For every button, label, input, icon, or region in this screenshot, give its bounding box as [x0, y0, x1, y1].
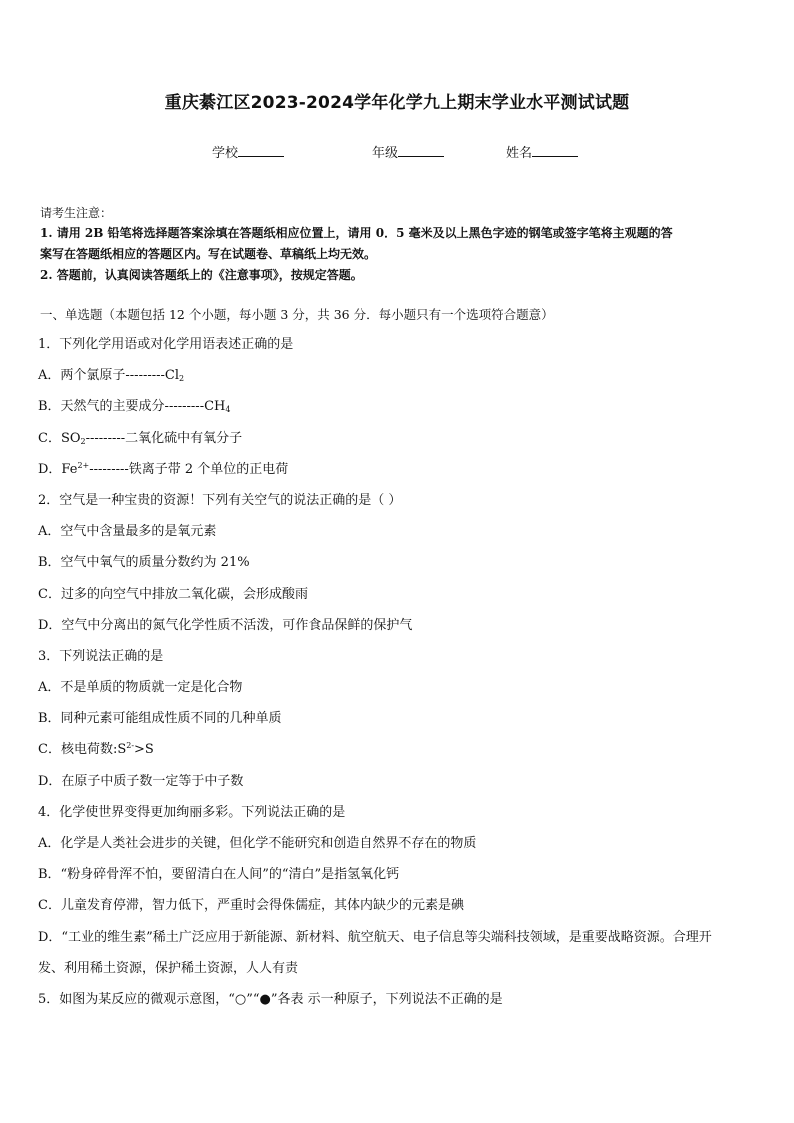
question-4-option-d-line-1: D．“工业的维生素”稀土广泛应用于新能源、新材料、航空航天、电子信息等尖端科技领域，是重要战略资源。合理开 — [38, 930, 712, 945]
question-5-stem: 5．如图为某反应的微观示意图，“○”“●”各表 示一种原子，下列说法不正确的是 — [38, 992, 503, 1007]
name-blank — [532, 145, 578, 157]
question-2-option-b: B．空气中氧气的质量分数约为 21% — [38, 555, 250, 570]
question-2-option-a: A．空气中含量最多的是氧元素 — [38, 524, 217, 539]
name-field — [506, 142, 578, 161]
section-title: 一、单选题（本题包括 12 个小题，每小题 3 分，共 36 分．每小题只有一个选项符合题意） — [40, 307, 554, 322]
grade-field — [372, 142, 444, 161]
question-1-option-a: A．两个氯原子$---------Cl_2$ — [38, 368, 185, 383]
notice-line-1b: 案写在答题纸相应的答题区内。写在试题卷、草稿纸上均无效。 — [40, 247, 377, 261]
question-3-stem: 3．下列说法正确的是 — [38, 649, 164, 664]
question-4-option-b: B．“粉身碎骨浑不怕，要留清白在人间”的“清白”是指氢氧化钙 — [38, 867, 400, 882]
school-field — [212, 142, 284, 161]
notice-line-1a: 1. 请用 2B 铅笔将选择题答案涂填在答题纸相应位置上，请用 0．5 毫米及以上黑色字迹的钢笔或签字笔将主观题的答 — [40, 226, 673, 240]
grade-blank — [398, 145, 444, 157]
question-1-stem: 1．下列化学用语或对化学用语表述正确的是 — [38, 337, 294, 352]
page-title: 重庆綦江区2023-2024学年化学九上期末学业水平测试试题 — [164, 93, 630, 113]
grade-label: 年级 — [372, 146, 399, 161]
question-4-option-d-line-2: 发、利用稀土资源，保护稀土资源，人人有责 — [38, 961, 299, 976]
school-blank — [238, 145, 284, 157]
question-2-option-d: D．空气中分离出的氮气化学性质不活泼，可作食品保鲜的保护气 — [38, 618, 413, 633]
question-4-option-c: C．儿童发育停滞，智力低下，严重时会得侏儒症，其体内缺少的元素是碘 — [38, 898, 464, 913]
school-label: 学校 — [212, 146, 239, 161]
question-3-option-d: D．在原子中质子数一定等于中子数 — [38, 774, 244, 789]
notice-line-2: 2. 答题前，认真阅读答题纸上的《注意事项》，按规定答题。 — [40, 268, 363, 282]
question-1-option-c: C．$SO_2---------$二氧化硫中有氧分子 — [38, 431, 243, 446]
question-4-stem: 4．化学使世界变得更加绚丽多彩。下列说法正确的是 — [38, 805, 346, 820]
notice-heading: 请考生注意： — [40, 206, 113, 220]
question-2-stem: 2．空气是一种宝贵的资源！下列有关空气的说法正确的是（ ） — [38, 493, 402, 508]
question-4-option-a: A．化学是人类社会进步的关键，但化学不能研究和创造自然界不存在的物质 — [38, 836, 477, 851]
question-2-option-c: C．过多的向空气中排放二氧化碳，会形成酸雨 — [38, 587, 308, 602]
question-3-option-c: C．核电荷数$:S^{2-}>S$ — [38, 741, 154, 757]
question-3-option-a: A．不是单质的物质就一定是化合物 — [38, 680, 243, 695]
name-label: 姓名 — [506, 146, 533, 161]
question-1-option-d: D．$Fe^{2+}---------$铁离子带 2 个单位的正电荷 — [38, 461, 289, 477]
question-3-option-b: B．同种元素可能组成性质不同的几种单质 — [38, 711, 282, 726]
question-1-option-b: B．天然气的主要成分$---------CH_4$ — [38, 399, 231, 414]
